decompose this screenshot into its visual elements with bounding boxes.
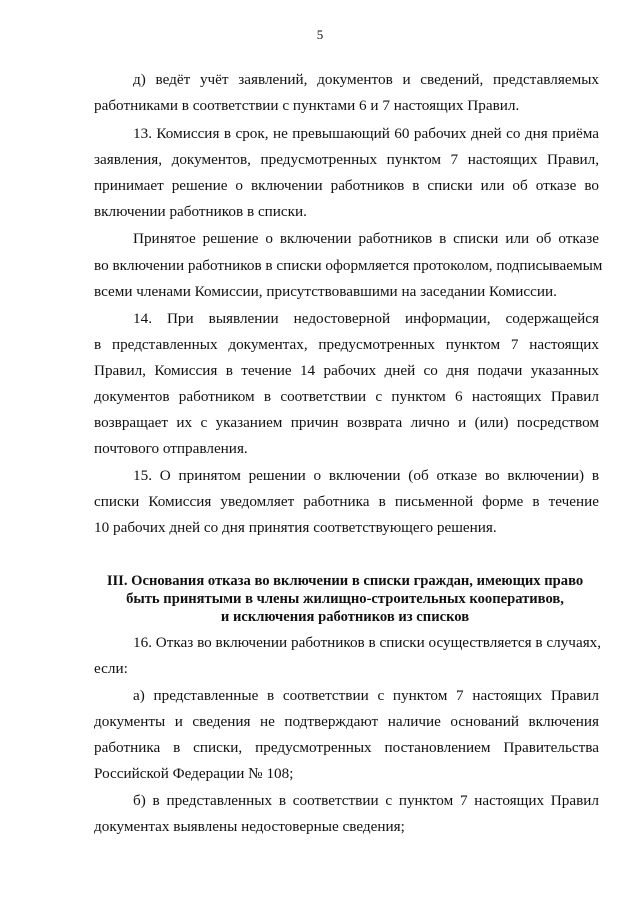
- paragraph-14-line-4: документов работником в соответствии с пунктом 6 настоящих Правил: [94, 388, 599, 405]
- section-heading-line-1: III. Основания отказа во включении в списки граждан, имеющих право: [106, 573, 584, 589]
- paragraph-13-line-1: 13. Комиссия в срок, не превышающий 60 рабочих дней со дня приёма: [133, 125, 599, 142]
- paragraph-14-line-3: Правил, Комиссия в течение 14 рабочих дней со дня подачи указанных: [94, 362, 599, 379]
- paragraph-15-line-2: списки Комиссия уведомляет работника в письменной форме в течение: [94, 493, 599, 510]
- paragraph-13b-line-2: во включении работников в списки оформляется протоколом, подписываемым: [94, 257, 603, 274]
- paragraph-15-line-1: 15. О принятом решении о включении (об отказе во включении) в: [133, 467, 599, 484]
- paragraph-15-line-3: 10 рабочих дней со дня принятия соответствующего решения.: [94, 519, 497, 536]
- paragraph-16a-line-1: а) представленные в соответствии с пунктом 7 настоящих Правил: [133, 687, 599, 704]
- paragraph-13b-line-3: всеми членами Комиссии, присутствовавшими на заседании Комиссии.: [94, 283, 557, 300]
- paragraph-13-line-3: принимает решение о включении работников в списки или об отказе во: [94, 177, 599, 194]
- paragraph-12d-line-1: д) ведёт учёт заявлений, документов и сведений, представляемых: [133, 71, 599, 88]
- paragraph-13b-line-1: Принятое решение о включении работников в списки или об отказе: [133, 230, 599, 247]
- paragraph-16-line-1: 16. Отказ во включении работников в списки осуществляется в случаях,: [133, 634, 602, 651]
- paragraph-16-line-2: если:: [94, 660, 128, 677]
- section-heading-line-3: и исключения работников из списков: [220, 609, 470, 625]
- paragraph-14-line-6: почтового отправления.: [94, 440, 248, 457]
- paragraph-14-line-5: возвращает их с указанием причин возврата лично и (или) посредством: [94, 414, 599, 431]
- paragraph-12d-line-2: работниками в соответствии с пунктами 6 и 7 настоящих Правил.: [94, 97, 520, 114]
- section-heading-line-2: быть принятыми в члены жилищно-строительных кооперативов,: [126, 591, 564, 607]
- paragraph-13-line-2: заявления, документов, предусмотренных пунктом 7 настоящих Правил,: [94, 151, 599, 168]
- page-number: 5: [316, 27, 324, 42]
- paragraph-16a-line-3: работника в списки, предусмотренных постановлением Правительства: [94, 739, 599, 756]
- paragraph-16b-line-1: б) в представленных в соответствии с пунктом 7 настоящих Правил: [133, 792, 599, 809]
- paragraph-16a-line-2: документы и сведения не подтверждают наличие оснований включения: [94, 713, 599, 730]
- paragraph-14-line-1: 14. При выявлении недостоверной информации, содержащейся: [133, 310, 599, 327]
- paragraph-16a-line-4: Российской Федерации № 108;: [94, 765, 294, 782]
- paragraph-14-line-2: в представленных документах, предусмотренных пунктом 7 настоящих: [94, 336, 599, 353]
- paragraph-16b-line-2: документах выявлены недостоверные сведения;: [94, 818, 405, 835]
- paragraph-13-line-4: включении работников в списки.: [94, 203, 307, 220]
